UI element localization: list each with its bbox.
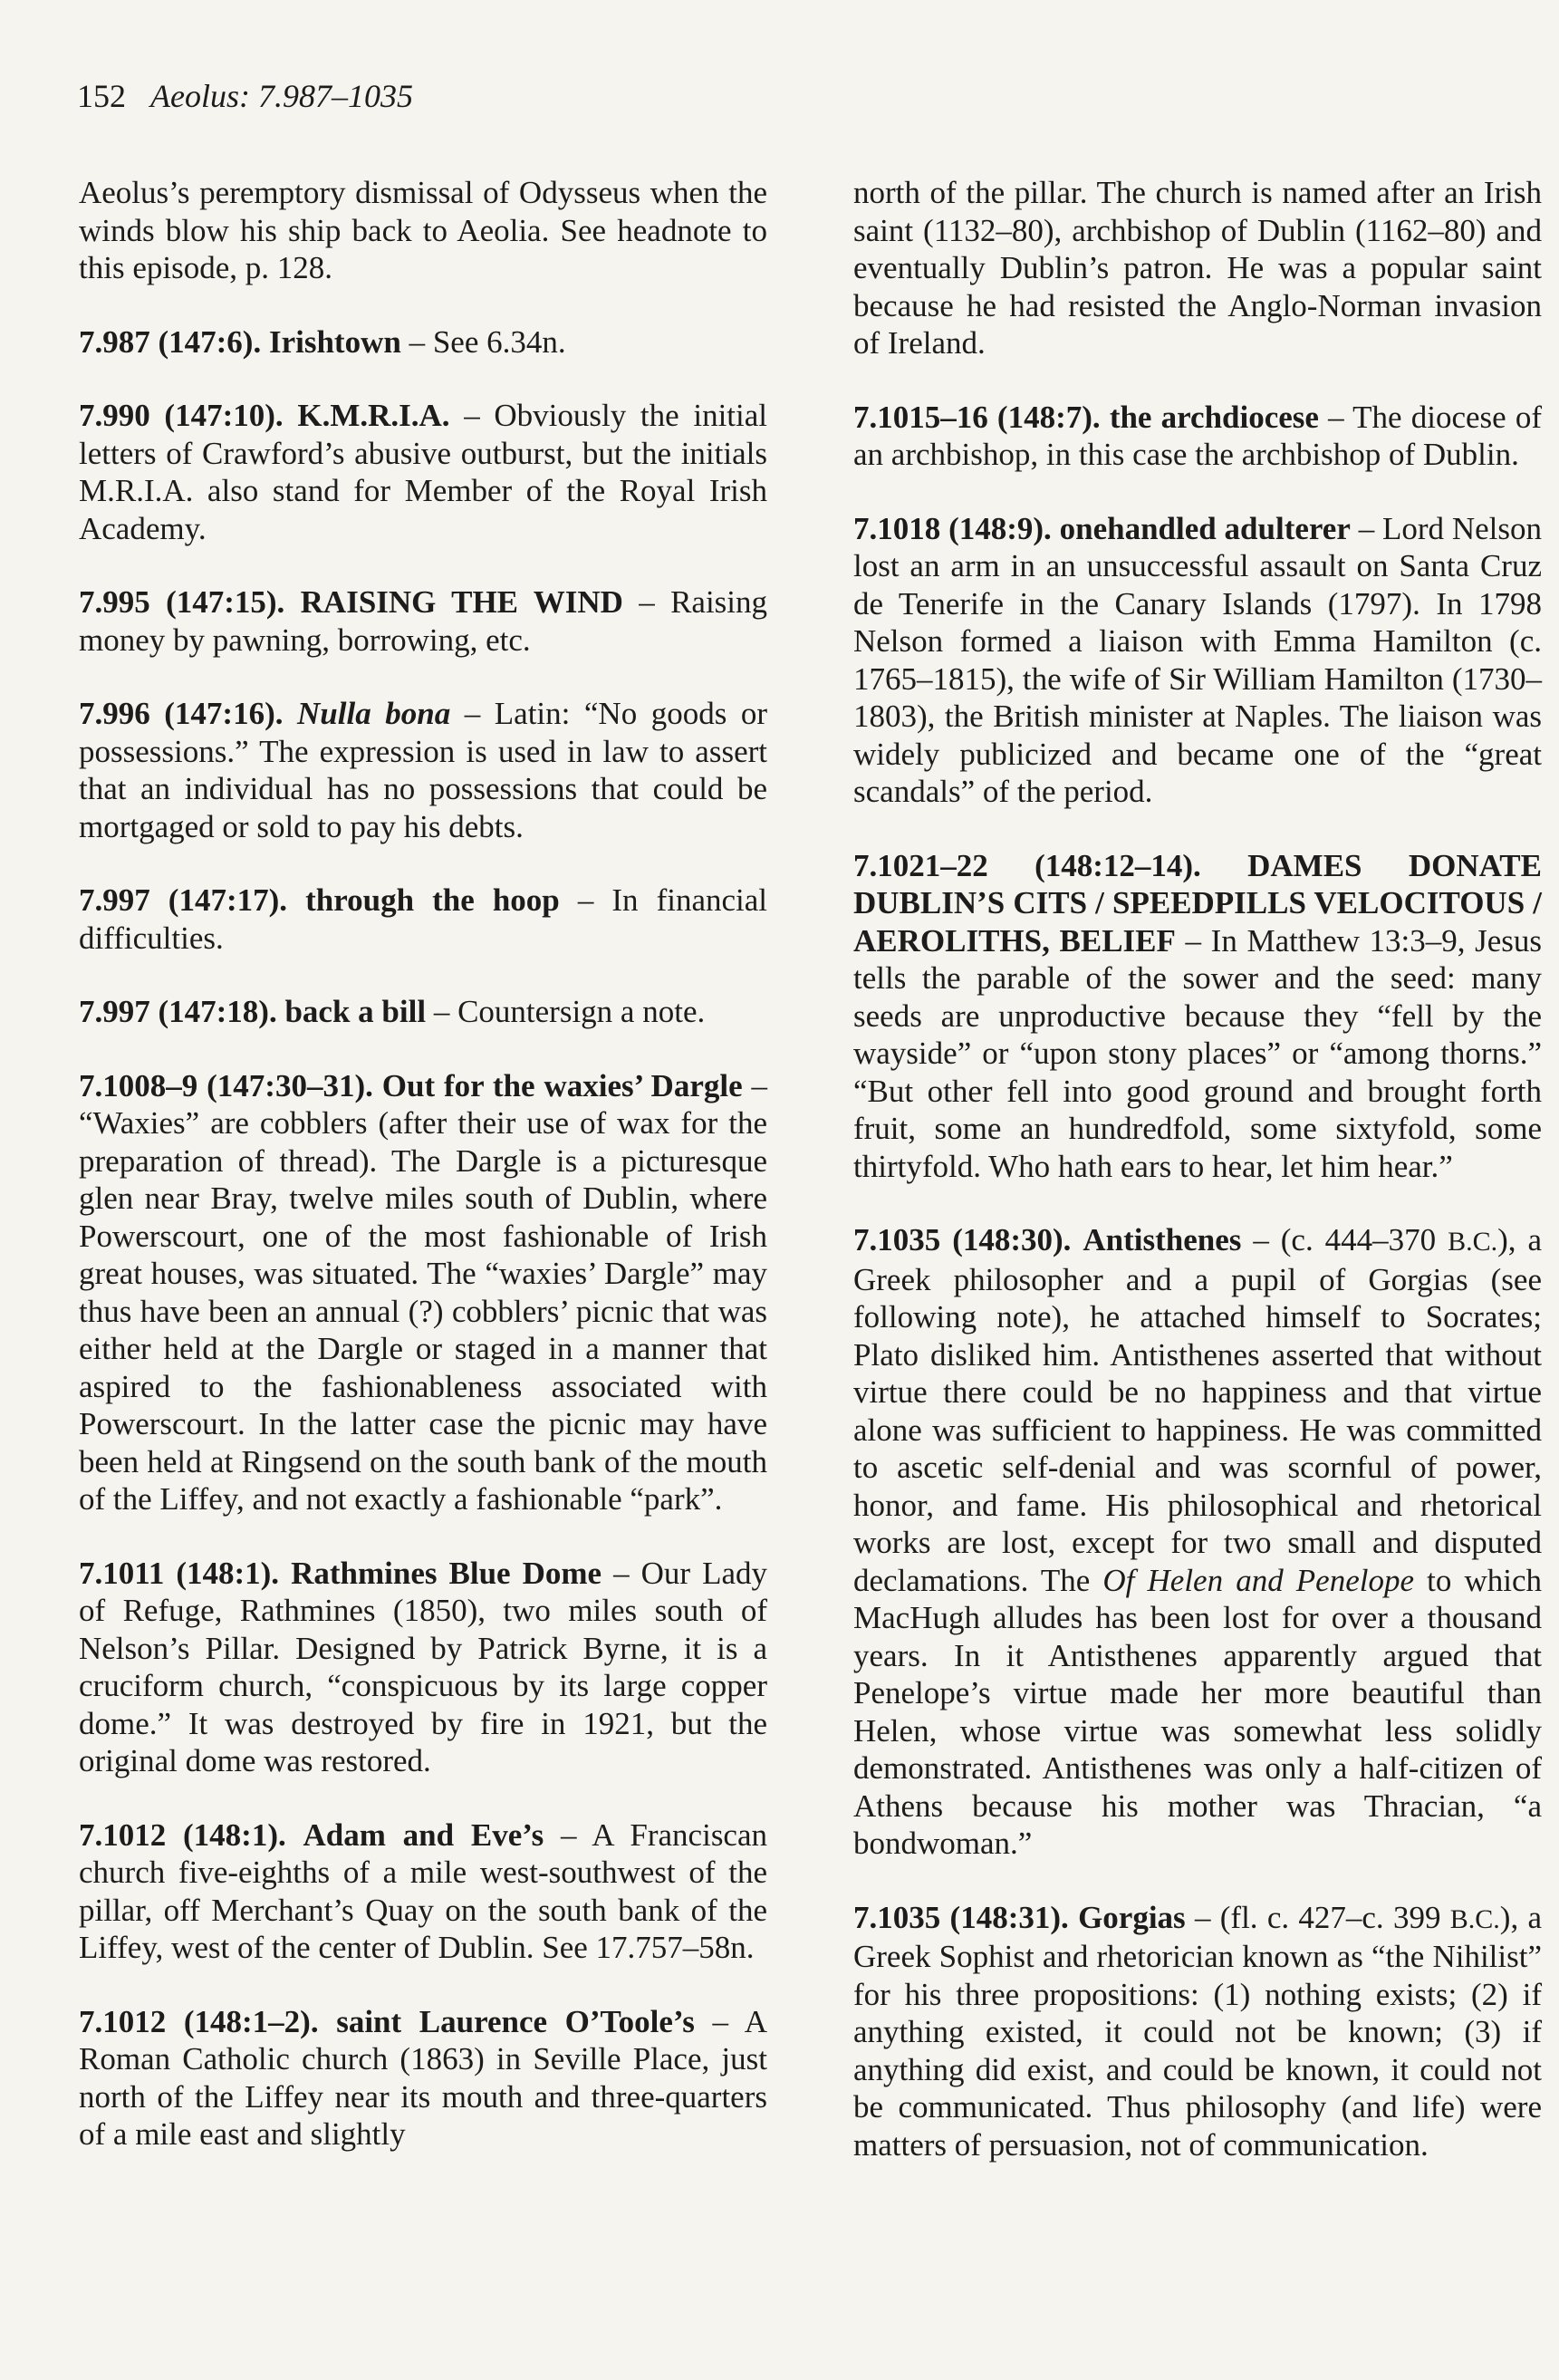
note-entry <box>79 1067 767 1518</box>
left-column <box>79 174 767 2190</box>
note-body: ), a Greek Sophist and rhetorician known as “the Nihilist” for his three propositions: (1) nothing exists; (2) if anything existed, it could not be known; (3) if anything did exist, and could be known, it could not be communicated. Thus philosophy (and life) were matters of persuasion, not of communication. <box>853 1899 1543 2163</box>
note-ref: 7.987 (147:6). <box>79 323 262 360</box>
note-headword: Nulla bona <box>297 696 451 731</box>
note-ref: 7.1012 (148:1). <box>79 1816 286 1853</box>
work-title: Of Helen and Penelope <box>1102 1562 1415 1598</box>
note-entry <box>853 847 1542 1186</box>
note-ref: 7.1021–22 (148:12–14). <box>853 847 1201 883</box>
note-entry <box>79 1816 767 1967</box>
note-entry <box>853 1899 1542 2164</box>
continued-note: north of the pillar. The church is named after an Irish saint (1132–80), archbishop of Dublin (1162–80) and eventually Dublin’s patron. He was a popular saint because he had resisted the Anglo-Norman invasion of Ireland. <box>853 175 1542 361</box>
note-headword: Antisthenes <box>1083 1222 1242 1257</box>
note-headword: Adam and Eve’s <box>303 1816 544 1853</box>
note-body: – “Waxies” are cobblers (after their use of wax for the preparation of thread). The Dargle is a picturesque glen near Bray, twelve miles south of Dublin, where Powerscourt, one of the most fashionable of Irish great houses, was situated. The “waxies’ Dargle” may thus have been an annual (?) cobblers’ picnic that was either held at the Dargle or staged in a manner that aspired to the fashionableness associated with Powerscourt. In the latter case the picnic may have been held at Ringsend on the south bank of the mouth of the Liffey, and not exactly a fashionable “park”. <box>79 1067 768 1517</box>
note-headword: K.M.R.I.A. <box>297 398 450 433</box>
note-headword: DAMES DONATE DUBLIN’S CITS / SPEEDPILLS VELOCITOUS / AEROLITHS, BELIEF <box>853 847 1542 959</box>
note-body: – Raising money by pawning, borrowing, etc. <box>79 584 768 658</box>
continued-note: Aeolus’s peremptory dismissal of Odysseus when the winds blow his ship back to Aeolia. See headnote to this episode, p. 128. <box>79 175 767 285</box>
note-headword: Gorgias <box>1078 1899 1186 1935</box>
note-headword: saint Laurence O’Toole’s <box>336 2003 695 2039</box>
note-headword: Rathmines Blue Dome <box>291 1555 602 1591</box>
note-entry <box>79 323 767 361</box>
note-entry <box>79 397 767 547</box>
note-headword: Out for the waxies’ Dargle <box>381 1067 743 1103</box>
note-headword: onehandled adulterer <box>1059 510 1351 546</box>
note-body: – A Franciscan church five-eighths of a mile west-southwest of the pillar, off Merchant’s Quay on the south bank of the Liffey, west of the center of Dublin. See 17.757–58n. <box>79 1816 768 1965</box>
note-body: – Latin: “No goods or possessions.” The expression is used in law to assert that an individual has no possessions that could be mortgaged or sold to pay his debts. <box>79 696 768 844</box>
note-body: – In financial difficulties. <box>79 882 768 956</box>
note-headword: RAISING THE WIND <box>300 584 623 620</box>
note-headword: the archdiocese <box>1109 399 1319 435</box>
note-headword: back a bill <box>284 994 427 1029</box>
note-body-pre: – (fl. c. 427–c. 399 <box>1194 1899 1450 1935</box>
note-body: – In Matthew 13:3–9, Jesus tells the parable of the sower and the seed: many seeds are unproductive because they “fell by the wayside” or “upon stony places” or “among thorns.” “But other fell into good ground and brought forth fruit, some an hundredfold, some sixtyfold, some thirtyfold. Who hath ears to hear, let him hear.” <box>853 922 1543 1184</box>
era-abbrev: B.C. <box>1449 1903 1500 1934</box>
note-entry <box>79 1555 767 1780</box>
note-entry <box>853 399 1542 474</box>
note-ref: 7.1035 (148:31). <box>853 1899 1069 1935</box>
note-body: ), a Greek philosopher and a pupil of Gorgias (see following note), he attached himself to Socrates; Plato disliked him. Antisthenes asserted that without virtue there could be no happiness and that virtue alone was sufficient to happiness. He was committed to ascetic self-denial and was scornful of power, honor, and fame. His philosophical and rhetorical works are lost, except for two small and disputed declamations. The <box>853 1222 1542 1598</box>
note-entry <box>853 1221 1542 1863</box>
note-ref: 7.1035 (148:30). <box>853 1222 1072 1257</box>
right-column <box>853 174 1542 2200</box>
running-title: Aeolus: 7.987–1035 <box>150 78 413 114</box>
note-entry <box>79 695 767 845</box>
note-body: – Lord Nelson lost an arm in an unsuccessful assault on Santa Cruz de Tenerife in the Canary Islands (1797). In 1798 Nelson formed a liaison with Emma Hamilton (c. 1765–1815), the wife of Sir William Hamilton (1730–1803), the British minister at Naples. The liaison was widely publicized and became one of the “great scandals” of the period. <box>853 510 1543 809</box>
note-entry <box>79 993 767 1031</box>
note-ref: 7.1015–16 (148:7). <box>853 399 1101 435</box>
note-body: – Obviously the initial letters of Crawford’s abusive outburst, but the initials M.R.I.A. also stand for Member of the Royal Irish Academy. <box>79 398 768 546</box>
note-ref: 7.1011 (148:1). <box>79 1555 280 1591</box>
note-ref: 7.995 (147:15). <box>79 584 285 620</box>
note-entry <box>79 583 767 659</box>
note-ref: 7.997 (147:18). <box>79 994 277 1029</box>
note-body: – Our Lady of Refuge, Rathmines (1850), two miles south of Nelson’s Pillar. Designed by Patrick Byrne, it is a cruciform church, “conspicuous by its large copper dome.” It was destroyed by fire in 1921, but the original dome was restored. <box>79 1555 767 1778</box>
note-body: – See 6.34n. <box>409 323 566 360</box>
note-ref: 7.1008–9 (147:30–31). <box>79 1067 373 1103</box>
note-headword: through the hoop <box>305 882 560 918</box>
note-body-post: to which MacHugh alludes has been lost for over a thousand years. In it Antisthenes apparently argued that Penelope’s virtue made her more beautiful than Helen, whose virtue was somewhat less solidly demonstrated. Antisthenes was only a half-citizen of Athens because his mother was Thracian, “a bondwoman.” <box>853 1562 1542 1861</box>
note-body-pre: – (c. 444–370 <box>1253 1222 1448 1257</box>
note-ref: 7.996 (147:16). <box>79 696 284 731</box>
note-entry <box>79 2003 767 2154</box>
note-entry <box>79 882 767 957</box>
note-body: – Countersign a note. <box>433 994 706 1029</box>
note-headword: Irishtown <box>268 323 401 360</box>
note-ref: 7.997 (147:17). <box>79 882 288 918</box>
note-body: – A Roman Catholic church (1863) in Seville Place, just north of the Liffey near its mouth and three-quarters of a mile east and slightly <box>79 2003 768 2152</box>
era-abbrev: B.C. <box>1448 1227 1498 1257</box>
page-header <box>77 78 413 114</box>
note-ref: 7.990 (147:10). <box>79 398 284 433</box>
note-entry <box>853 510 1542 811</box>
note-body: – The diocese of an archbishop, in this case the archbishop of Dublin. <box>853 399 1543 472</box>
page-number: 152 <box>77 78 126 114</box>
note-ref: 7.1018 (148:9). <box>853 510 1052 546</box>
note-ref: 7.1012 (148:1–2). <box>79 2003 319 2039</box>
